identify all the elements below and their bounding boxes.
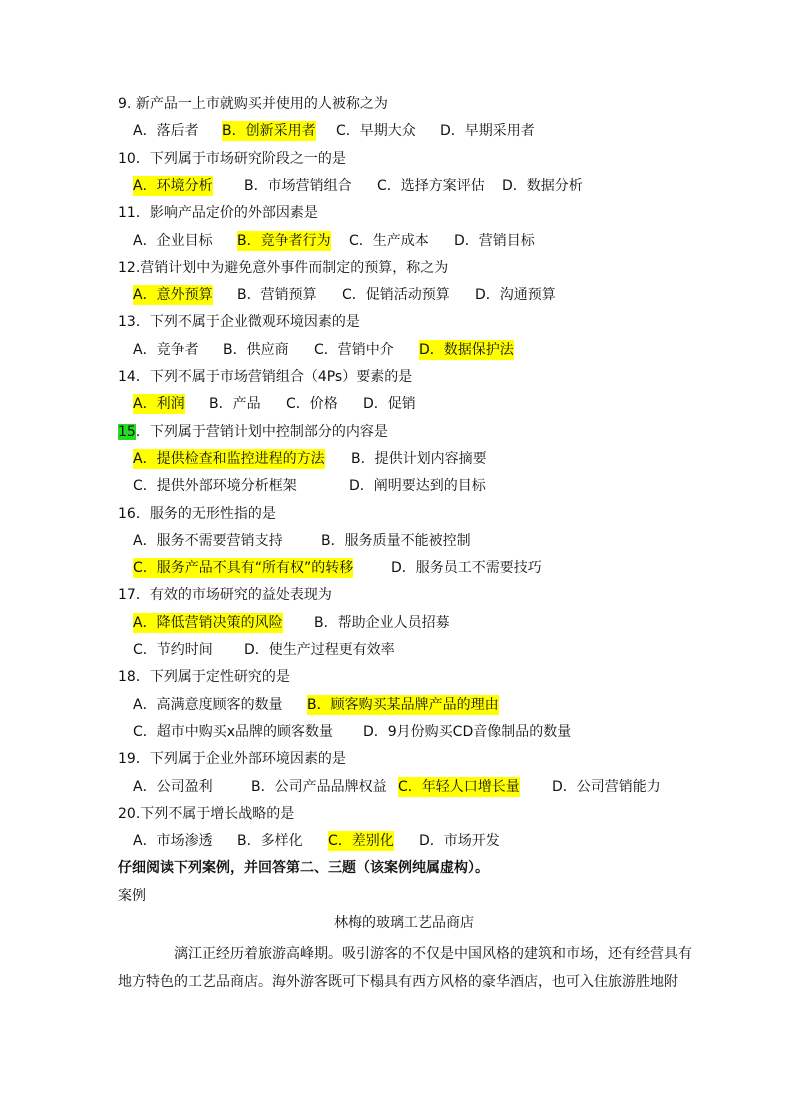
question-text: 服务的无形性指的是	[149, 505, 276, 522]
question-text: 下列属于企业外部环境因素的是	[149, 751, 346, 768]
question-text: 有效的市场研究的益处表现为	[149, 587, 332, 604]
option-row	[0, 831, 808, 851]
question-stem	[118, 312, 360, 332]
question-stem	[118, 422, 388, 442]
answer-option: C．超市中购买x品牌的顾客数量	[133, 723, 334, 740]
option-row	[0, 613, 808, 633]
answer-option: D．促销	[363, 396, 416, 413]
answer-option: B．服务质量不能被控制	[321, 532, 471, 549]
option-row	[0, 449, 808, 469]
option-row	[0, 285, 808, 305]
question-separator: .	[135, 805, 141, 822]
answer-option: B．市场营销组合	[244, 177, 352, 194]
answer-option: A．落后者	[133, 123, 199, 140]
answer-option: D．阐明要达到的目标	[349, 478, 486, 495]
answer-option: B．公司产品品牌权益	[251, 778, 387, 795]
question-stem	[118, 258, 448, 278]
answer-option: D．数据保护法	[419, 341, 514, 358]
option-row	[0, 695, 808, 715]
question-stem	[118, 804, 294, 824]
question-number: 15	[118, 423, 136, 440]
case-title: 林梅的玻璃工艺品商店	[334, 915, 474, 931]
question-stem	[118, 367, 412, 387]
option-row	[0, 231, 808, 251]
answer-option: D．市场开发	[419, 833, 500, 850]
answer-option: A．企业目标	[133, 232, 213, 249]
question-stem	[118, 203, 318, 223]
question-separator: ．	[135, 505, 150, 522]
question-stem	[118, 94, 388, 114]
question-text: 下列不属于增长战略的是	[140, 805, 295, 822]
answer-option: A．市场渗透	[133, 833, 213, 850]
option-row	[0, 777, 808, 797]
answer-option: B．提供计划内容摘要	[351, 450, 487, 467]
question-number: 20	[118, 805, 136, 822]
question-text: 新产品一上市就购买并使用的人被称之为	[135, 96, 388, 112]
answer-option: D．早期采用者	[440, 123, 535, 140]
answer-option: A．竞争者	[133, 341, 199, 358]
question-text: 下列属于营销计划中控制部分的内容是	[149, 423, 388, 440]
answer-option: C．年轻人口增长量	[398, 778, 520, 795]
answer-option: A．意外预算	[133, 287, 213, 304]
option-row	[0, 722, 808, 742]
option-row	[0, 394, 808, 414]
question-number: 19	[118, 751, 136, 768]
question-separator: ．	[135, 369, 150, 385]
question-text: 影响产品定价的外部因素是	[149, 205, 318, 222]
question-text: 营销计划中为避免意外事件而制定的预算，称之为	[140, 259, 449, 276]
question-number: 12	[118, 259, 136, 276]
question-text: 下列属于市场研究阶段之一的是	[149, 150, 346, 167]
case-paragraph	[118, 940, 698, 996]
question-text: 下列不属于市场营销组合（4Ps）要素的是	[149, 369, 413, 385]
answer-option: D．服务员工不需要技巧	[391, 560, 542, 577]
answer-option: C．服务产品不具有“所有权”的转移	[133, 560, 354, 577]
question-separator: .	[126, 96, 136, 112]
option-row	[0, 640, 808, 660]
answer-option: D．沟通预算	[475, 287, 556, 304]
question-number: 18	[118, 669, 136, 686]
answer-option: B．创新采用者	[222, 123, 316, 140]
option-row	[0, 340, 808, 360]
answer-option: B．供应商	[223, 341, 289, 358]
answer-option: C．价格	[286, 396, 338, 413]
answer-option: D．营销目标	[454, 232, 535, 249]
answer-option: A．服务不需要营销支持	[133, 532, 283, 549]
answer-option: B．产品	[209, 396, 261, 413]
question-separator: .	[135, 259, 141, 276]
question-stem	[118, 504, 276, 524]
answer-option: C．节约时间	[133, 642, 213, 658]
question-separator: ．	[135, 205, 150, 222]
option-row	[0, 476, 808, 496]
question-number: 9	[118, 96, 127, 112]
answer-option: A．提供检查和监控进程的方法	[133, 450, 325, 467]
answer-option: C．差别化	[328, 833, 394, 850]
answer-option: B．竞争者行为	[237, 232, 331, 249]
answer-option: B．帮助企业人员招募	[314, 614, 450, 631]
option-row	[0, 558, 808, 578]
answer-option: D．公司营销能力	[552, 778, 661, 795]
question-separator: ．	[135, 587, 150, 604]
option-row	[0, 531, 808, 551]
question-number: 14	[118, 369, 136, 385]
answer-option: A．公司盈利	[133, 778, 213, 795]
question-stem	[118, 149, 346, 169]
question-stem	[118, 585, 332, 605]
answer-option: A．降低营销决策的风险	[133, 614, 283, 631]
answer-option: A．环境分析	[133, 177, 213, 194]
question-number: 11	[118, 205, 136, 222]
case-instruction: 仔细阅读下列案例，并回答第二、三题（该案例纯属虚构）。	[118, 860, 489, 877]
question-number: 13	[118, 314, 136, 331]
answer-option: C．营销中介	[314, 341, 394, 358]
question-number: 16	[118, 505, 136, 522]
answer-option: B．营销预算	[237, 287, 317, 304]
question-text: 下列不属于企业微观环境因素的是	[149, 314, 360, 331]
answer-option: B．顾客购买某品牌产品的理由	[307, 696, 499, 713]
option-row	[0, 121, 808, 141]
question-stem	[118, 667, 290, 687]
answer-option: C．提供外部环境分析框架	[133, 478, 297, 495]
question-separator: ．	[135, 314, 150, 331]
answer-option: C．生产成本	[349, 232, 429, 249]
question-text: 下列属于定性研究的是	[149, 669, 290, 686]
answer-option: C．选择方案评估	[377, 177, 485, 194]
answer-option: B．多样化	[237, 833, 303, 850]
question-number: 17	[118, 587, 136, 604]
answer-option: C．早期大众	[336, 123, 416, 140]
answer-option: D．数据分析	[502, 177, 583, 194]
answer-option: D．9月份购买CD音像制品的数量	[363, 723, 572, 740]
case-label: 案例	[118, 887, 146, 904]
question-separator: ．	[135, 669, 150, 686]
answer-option: D．使生产过程更有效率	[244, 642, 395, 658]
answer-option: A．利润	[133, 396, 185, 413]
answer-option: A．高满意度顾客的数量	[133, 696, 283, 713]
question-stem	[118, 749, 346, 769]
question-separator: ．	[135, 751, 150, 768]
question-number: 10	[118, 150, 136, 167]
answer-option: C．促销活动预算	[342, 287, 450, 304]
question-separator: ．	[135, 150, 150, 167]
case-paragraph-text: 漓江正经历着旅游高峰期。吸引游客的不仅是中国风格的建筑和市场，还有经营具有地方特色的工艺品商店。海外游客既可下榻具有西方风格的豪华酒店，也可入住旅游胜地附	[118, 946, 692, 991]
option-row	[0, 176, 808, 196]
question-separator: ．	[135, 423, 150, 440]
